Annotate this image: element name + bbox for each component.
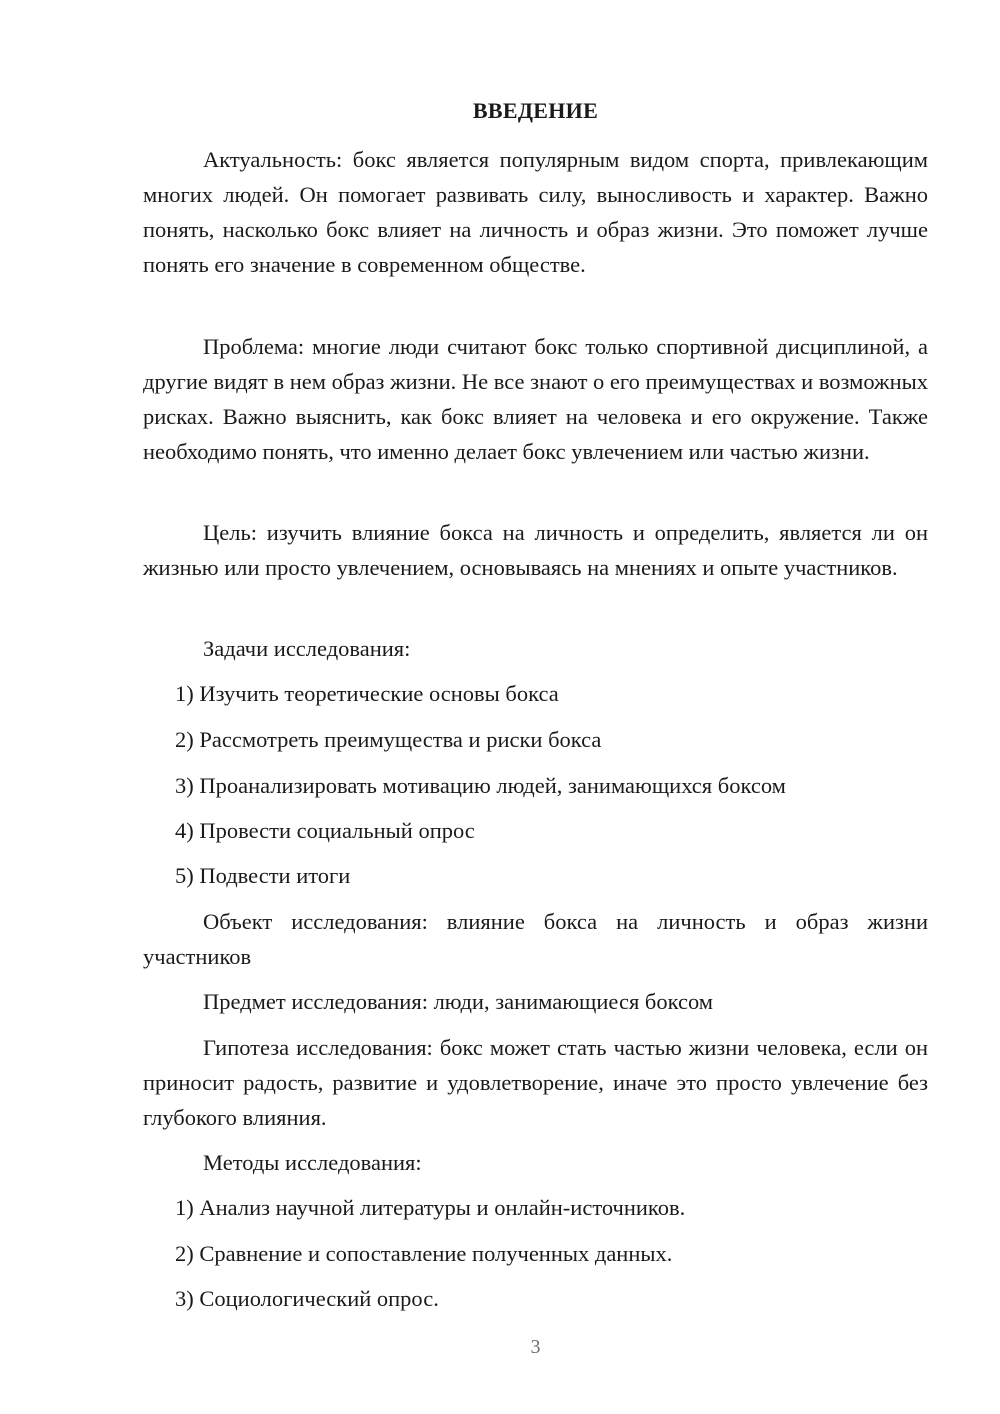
object-paragraph: Объект исследования: влияние бокса на личность и образ жизни участников: [143, 909, 928, 969]
method-item: 1) Анализ научной литературы и онлайн-источников.: [175, 1195, 686, 1220]
problem-paragraph: Проблема: многие люди считают бокс только спортивной дисциплиной, а другие видят в нем образ жизни. Не все знают о его преимуществах и возможных рисках. Важно выяснить, как бокс влияет на человека и его окружение. Также необходимо понять, что именно делает бокс увлечением или частью жизни.: [143, 334, 928, 464]
tasks-title: Задачи исследования:: [203, 636, 411, 661]
method-item: 3) Социологический опрос.: [175, 1286, 439, 1311]
task-item: 5) Подвести итоги: [175, 863, 351, 888]
task-item: 2) Рассмотреть преимущества и риски бокса: [175, 727, 602, 752]
document-page: [143, 0, 928, 1414]
task-item: 3) Проанализировать мотивацию людей, занимающихся боксом: [175, 773, 786, 798]
method-item: 2) Сравнение и сопоставление полученных данных.: [175, 1241, 673, 1266]
relevance-paragraph: Актуальность: бокс является популярным видом спорта, привлекающим многих людей. Он помогает развивать силу, выносливость и характер. Важно понять, насколько бокс влияет на личность и образ жизни. Это поможет лучше понять его значение в современном обществе.: [143, 147, 928, 277]
hypothesis-paragraph: Гипотеза исследования: бокс может стать частью жизни человека, если он приносит радость, развитие и удовлетворение, иначе это просто увлечение без глубокого влияния.: [143, 1035, 928, 1130]
section-heading: ВВЕДЕНИЕ: [472, 98, 599, 123]
page-number: 3: [530, 1336, 541, 1358]
task-item: 1) Изучить теоретические основы бокса: [175, 681, 559, 706]
methods-title: Методы исследования:: [203, 1150, 422, 1175]
goal-paragraph: Цель: изучить влияние бокса на личность и определить, является ли он жизнью или просто увлечением, основываясь на мнениях и опыте участников.: [143, 520, 928, 580]
task-item: 4) Провести социальный опрос: [175, 818, 475, 843]
subject-paragraph: Предмет исследования: люди, занимающиеся боксом: [203, 989, 714, 1014]
